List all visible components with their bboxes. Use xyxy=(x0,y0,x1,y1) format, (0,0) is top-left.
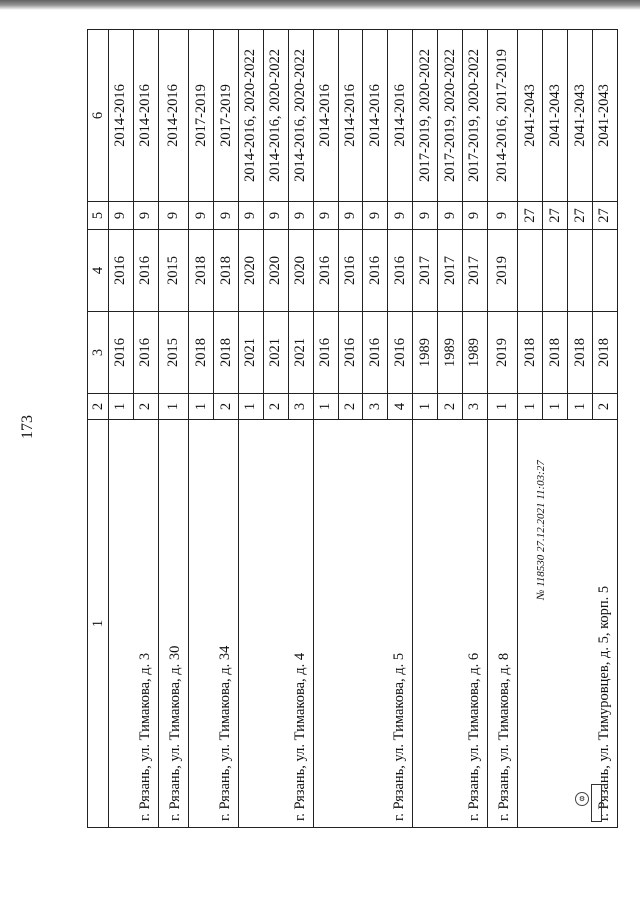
entrance-cell: 3 xyxy=(288,394,313,420)
floors-cell: 9 xyxy=(263,202,288,230)
entrance-cell: 1 xyxy=(518,394,543,420)
year-cell-2 xyxy=(568,230,593,312)
table-row xyxy=(238,30,263,828)
floors-cell: 9 xyxy=(363,202,388,230)
year-cell-2: 2017 xyxy=(438,230,463,312)
year-cell: 2018 xyxy=(592,312,617,394)
year-cell: 2016 xyxy=(313,312,338,394)
year-cell: 2015 xyxy=(158,312,188,394)
address-cell: г. Рязань, ул. Тимакова, д. 5 xyxy=(313,420,413,828)
year-cell: 1989 xyxy=(438,312,463,394)
year-cell-2: 2017 xyxy=(463,230,488,312)
year-cell-2: 2016 xyxy=(313,230,338,312)
period-cell: 2014-2016 xyxy=(338,30,363,202)
year-cell-2: 2016 xyxy=(338,230,363,312)
period-cell: 2014-2016, 2020-2022 xyxy=(288,30,313,202)
header-col-2: 2 xyxy=(88,394,109,420)
year-cell-2: 2016 xyxy=(109,230,134,312)
period-cell: 2041-2043 xyxy=(543,30,568,202)
entrance-cell: 2 xyxy=(214,394,239,420)
year-cell: 2018 xyxy=(189,312,214,394)
year-cell-2: 2020 xyxy=(238,230,263,312)
address-cell: г. Рязань, ул. Тимакова, д. 3 xyxy=(109,420,159,828)
period-cell: 2014-2016 xyxy=(158,30,188,202)
entrance-cell: 1 xyxy=(413,394,438,420)
address-cell: г. Рязань, ул. Тимакова, д. 8 xyxy=(487,420,517,828)
period-cell: 2014-2016, 2017-2019 xyxy=(487,30,517,202)
entrance-cell: 2 xyxy=(263,394,288,420)
year-cell-2: 2017 xyxy=(413,230,438,312)
year-cell: 1989 xyxy=(413,312,438,394)
year-cell: 2018 xyxy=(214,312,239,394)
entrance-cell: 1 xyxy=(109,394,134,420)
header-col-1: 1 xyxy=(88,420,109,828)
period-cell: 2014-2016, 2020-2022 xyxy=(238,30,263,202)
address-cell: г. Рязань, ул. Тимакова, д. 30 xyxy=(158,420,188,828)
floors-cell: 9 xyxy=(487,202,517,230)
entrance-cell: 2 xyxy=(133,394,158,420)
period-cell: 2017-2019 xyxy=(214,30,239,202)
header-col-5: 5 xyxy=(88,202,109,230)
year-cell: 2016 xyxy=(338,312,363,394)
emblem-icon: ⚙ xyxy=(575,792,589,806)
address-cell: г. Рязань, ул. Тимуровцев, д. 5, корп. 5 xyxy=(518,420,618,828)
header-col-6: 6 xyxy=(88,30,109,202)
year-cell-2 xyxy=(518,230,543,312)
year-cell-2: 2016 xyxy=(363,230,388,312)
year-cell: 2018 xyxy=(543,312,568,394)
period-cell: 2014-2016, 2020-2022 xyxy=(263,30,288,202)
header-col-4: 4 xyxy=(88,230,109,312)
year-cell-2: 2019 xyxy=(487,230,517,312)
entrance-cell: 1 xyxy=(568,394,593,420)
year-cell-2: 2018 xyxy=(189,230,214,312)
table-row xyxy=(189,30,214,828)
entrance-cell: 2 xyxy=(438,394,463,420)
header-col-3: 3 xyxy=(88,312,109,394)
stamp-box xyxy=(591,784,602,822)
floors-cell: 9 xyxy=(313,202,338,230)
year-cell: 1989 xyxy=(463,312,488,394)
year-cell-2 xyxy=(543,230,568,312)
floors-cell: 27 xyxy=(568,202,593,230)
period-cell: 2017-2019 xyxy=(189,30,214,202)
floors-cell: 9 xyxy=(238,202,263,230)
year-cell-2: 2018 xyxy=(214,230,239,312)
table-row xyxy=(487,30,517,828)
floors-cell: 9 xyxy=(438,202,463,230)
year-cell: 2021 xyxy=(288,312,313,394)
registration-stamp-text: № 118530 27.12.2021 11:03:27 xyxy=(535,460,547,600)
year-cell: 2016 xyxy=(388,312,413,394)
entrance-cell: 1 xyxy=(543,394,568,420)
entrance-cell: 4 xyxy=(388,394,413,420)
floors-cell: 9 xyxy=(109,202,134,230)
year-cell-2: 2016 xyxy=(388,230,413,312)
floors-cell: 9 xyxy=(214,202,239,230)
floors-cell: 9 xyxy=(388,202,413,230)
entrance-cell: 1 xyxy=(487,394,517,420)
table-header-row xyxy=(88,30,109,828)
scan-top-edge xyxy=(0,0,640,10)
year-cell: 2016 xyxy=(109,312,134,394)
period-cell: 2017-2019, 2020-2022 xyxy=(413,30,438,202)
floors-cell: 27 xyxy=(543,202,568,230)
entrance-cell: 3 xyxy=(363,394,388,420)
address-cell: г. Рязань, ул. Тимакова, д. 6 xyxy=(413,420,488,828)
floors-cell: 9 xyxy=(189,202,214,230)
year-cell-2: 2020 xyxy=(288,230,313,312)
entrance-cell: 1 xyxy=(238,394,263,420)
table-row xyxy=(158,30,188,828)
entrance-cell: 2 xyxy=(592,394,617,420)
year-cell: 2018 xyxy=(568,312,593,394)
period-cell: 2014-2016 xyxy=(313,30,338,202)
address-cell: г. Рязань, ул. Тимакова, д. 34 xyxy=(189,420,239,828)
year-cell: 2021 xyxy=(263,312,288,394)
period-cell: 2014-2016 xyxy=(363,30,388,202)
table-row xyxy=(413,30,438,828)
year-cell: 2016 xyxy=(133,312,158,394)
period-cell: 2041-2043 xyxy=(518,30,543,202)
table-row xyxy=(109,30,134,828)
floors-cell: 27 xyxy=(518,202,543,230)
year-cell-2: 2020 xyxy=(263,230,288,312)
year-cell-2: 2016 xyxy=(133,230,158,312)
entrance-cell: 3 xyxy=(463,394,488,420)
year-cell: 2021 xyxy=(238,312,263,394)
period-cell: 2041-2043 xyxy=(592,30,617,202)
entrance-cell: 1 xyxy=(189,394,214,420)
entrance-cell: 2 xyxy=(338,394,363,420)
period-cell: 2014-2016 xyxy=(133,30,158,202)
period-cell: 2017-2019, 2020-2022 xyxy=(463,30,488,202)
page-number: 173 xyxy=(19,415,36,439)
entrance-cell: 1 xyxy=(158,394,188,420)
year-cell-2: 2015 xyxy=(158,230,188,312)
document-stamp xyxy=(565,780,605,860)
floors-cell: 9 xyxy=(413,202,438,230)
period-cell: 2014-2016 xyxy=(388,30,413,202)
table-row xyxy=(313,30,338,828)
floors-cell: 9 xyxy=(133,202,158,230)
floors-cell: 9 xyxy=(288,202,313,230)
floors-cell: 9 xyxy=(338,202,363,230)
year-cell-2 xyxy=(592,230,617,312)
period-cell: 2041-2043 xyxy=(568,30,593,202)
floors-cell: 9 xyxy=(463,202,488,230)
period-cell: 2017-2019, 2020-2022 xyxy=(438,30,463,202)
period-cell: 2014-2016 xyxy=(109,30,134,202)
address-cell: г. Рязань, ул. Тимакова, д. 4 xyxy=(238,420,313,828)
entrance-cell: 1 xyxy=(313,394,338,420)
floors-cell: 27 xyxy=(592,202,617,230)
floors-cell: 9 xyxy=(158,202,188,230)
year-cell: 2019 xyxy=(487,312,517,394)
year-cell: 2016 xyxy=(363,312,388,394)
year-cell: 2018 xyxy=(518,312,543,394)
